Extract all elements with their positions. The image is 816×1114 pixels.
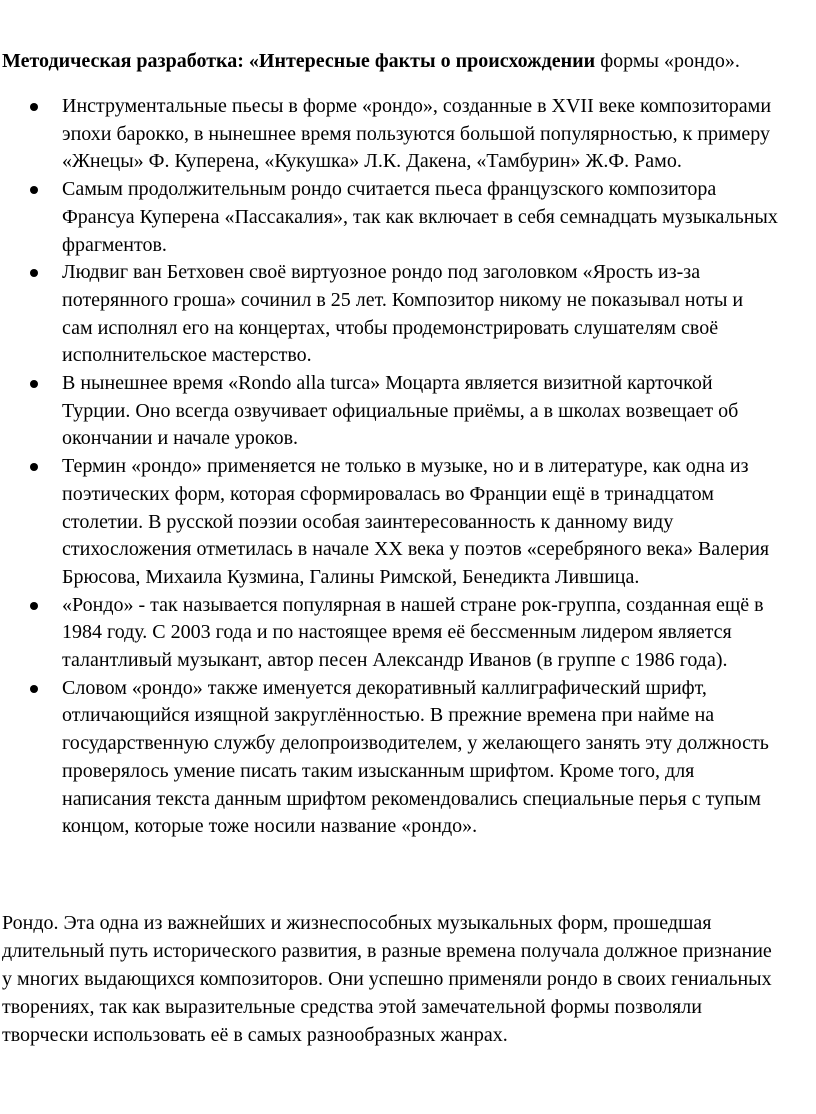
fact-line: государственную службу делопроизводителем, у желающего занять эту должность (62, 732, 769, 755)
fact-line: талантливый музыкант, автор песен Александр Иванов (в группе с 1986 года). (62, 649, 728, 672)
fact-line: Турции. Оно всегда озвучивает официальные приёмы, а в школах возвещает об (62, 399, 739, 422)
fact-item (0, 259, 816, 370)
fact-line: Инструментальные пьесы в форме «рондо», созданные в XVII веке композиторами (62, 95, 772, 117)
bullet-icon (30, 103, 38, 111)
fact-item (0, 370, 816, 453)
bullet-icon (30, 186, 38, 194)
fact-item (0, 453, 816, 592)
fact-line: «Жнецы» Ф. Куперена, «Кукушка» Л.К. Дакена, «Тамбурин» Ж.Ф. Рамо. (62, 150, 682, 173)
closing-line: творениях, так как выразительные средства этой замечательной формы позволяли (2, 996, 702, 1018)
fact-line: сам исполнял его на концертах, чтобы продемонстрировать слушателям своё (62, 316, 719, 339)
closing-line: творчески использовать её в самых разнообразных жанрах. (2, 1024, 508, 1046)
fact-line: Термин «рондо» применяется не только в музыке, но и в литературе, как одна из (62, 455, 749, 478)
fact-line: столетии. В русской поэзии особая заинтересованность к данному виду (62, 510, 674, 533)
closing-paragraph (2, 909, 814, 1049)
fact-line: Самым продолжительным рондо считается пьеса французского композитора (62, 178, 717, 201)
fact-line: 1984 году. С 2003 года и по настоящее время её бессменным лидером является (62, 621, 732, 644)
fact-line: отличающийся изящной закруглённостью. В прежние времена при найме на (62, 704, 715, 727)
fact-line: Словом «рондо» также именуется декоративный каллиграфический шрифт, (62, 676, 707, 699)
closing-line: длительный путь исторического развития, в разные времена получала должное признание (2, 940, 772, 962)
facts-list (0, 93, 816, 841)
closing-line: у многих выдающихся композиторов. Они успешно применяли рондо в своих гениальных (2, 968, 772, 990)
fact-line: проверялось умение писать таким изысканным шрифтом. Кроме того, для (62, 759, 695, 782)
fact-item (0, 592, 816, 675)
bullet-icon (30, 685, 38, 693)
fact-line: фрагментов. (62, 233, 167, 256)
fact-line: эпохи барокко, в нынешнее время пользуются большой популярностью, к примеру (62, 122, 771, 145)
bullet-icon (30, 380, 38, 388)
fact-line: написания текста данным шрифтом рекомендовались специальные перья с тупым (62, 787, 761, 810)
fact-line: исполнительское мастерство. (62, 344, 312, 367)
title-normal-part: формы «рондо». (595, 50, 740, 72)
fact-line: поэтических форм, которая сформировалась во Франции ещё в тринадцатом (62, 482, 714, 505)
fact-line: Франсуа Куперена «Пассакалия», так как включает в себя семнадцать музыкальных (62, 205, 778, 228)
bullet-icon (30, 269, 38, 277)
fact-line: стихосложения отметилась в начале XX века у поэтов «серебряного века» Валерия (62, 538, 770, 561)
title-bold-part: Методическая разработка: «Интересные факты о происхождении (2, 50, 596, 72)
closing-line: Рондо. Эта одна из важнейших и жизнеспособных музыкальных форм, прошедшая (2, 912, 712, 934)
fact-line: Людвиг ван Бетховен своё виртуозное рондо под заголовком «Ярость из-за (62, 261, 701, 284)
fact-line: потерянного гроша» сочинил в 25 лет. Композитор никому не показывал ноты и (62, 288, 744, 311)
fact-line: окончании и начале уроков. (62, 427, 299, 450)
fact-item (0, 93, 816, 176)
fact-item (0, 176, 816, 259)
fact-line: концом, которые тоже носили название «рондо». (62, 815, 478, 838)
fact-line: «Рондо» - так называется популярная в нашей стране рок-группа, созданная ещё в (62, 593, 764, 616)
bullet-icon (30, 602, 38, 610)
fact-line: Брюсова, Михаила Кузмина, Галины Римской, Бенедикта Лившица. (62, 565, 640, 588)
bullet-icon (30, 463, 38, 471)
fact-line: В нынешнее время «Rondo alla turca» Моцарта является визитной карточкой (62, 372, 713, 395)
document-title (2, 47, 814, 75)
fact-item (0, 675, 816, 841)
